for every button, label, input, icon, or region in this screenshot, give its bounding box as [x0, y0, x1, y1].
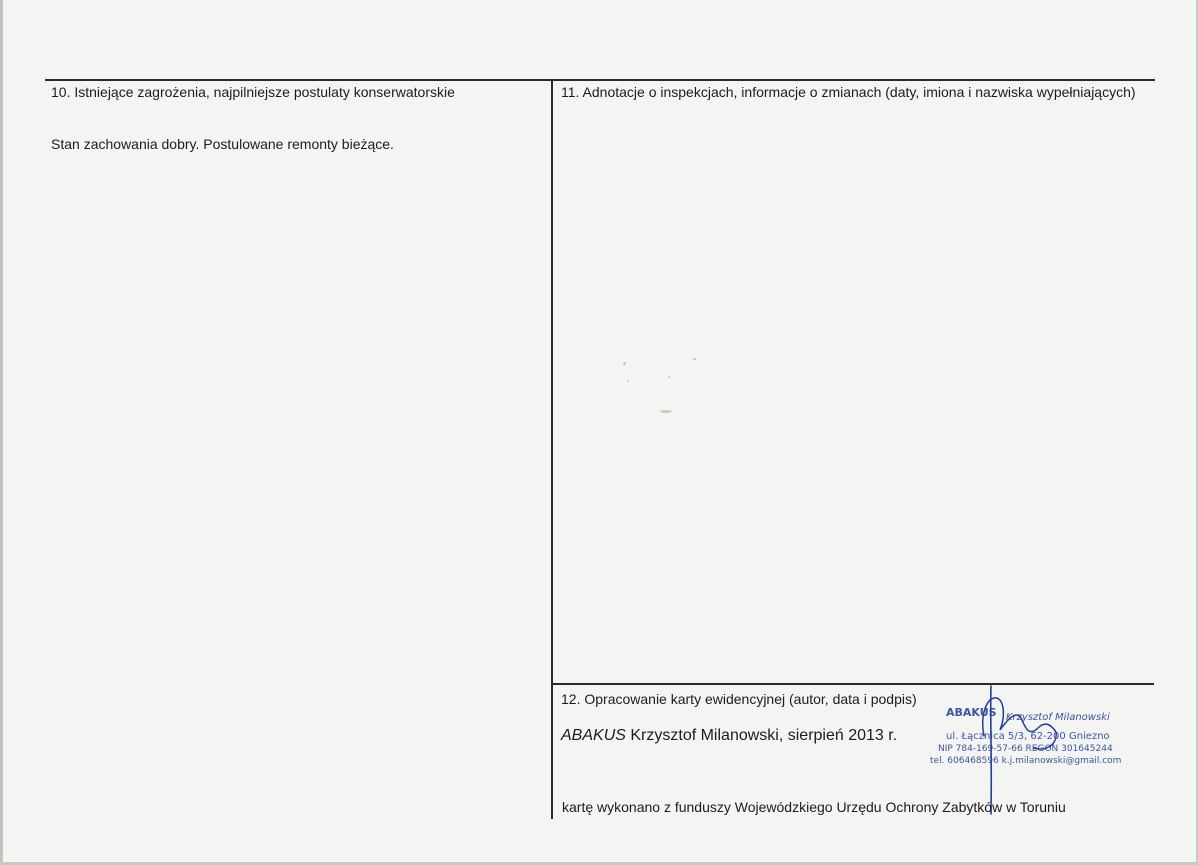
section11-heading: 11. Adnotacje o inspekcjach, informacje o zmianach (daty, imiona i nazwiska wypełniających) [561, 84, 1136, 100]
stamp-ids: NIP 784-169-57-66 REGON 301645244 [938, 744, 1113, 754]
scan-speck [668, 376, 670, 378]
scan-speck [627, 380, 629, 382]
funding-note: kartę wykonano z funduszy Wojewódzkiego Urzędu Ochrony Zabytków w Toruniu [562, 799, 1066, 815]
section12-rule [552, 683, 1154, 685]
author-line [561, 727, 897, 745]
scan-speck [623, 362, 626, 365]
stamp-name: Krzysztof Milanowski [1006, 712, 1110, 723]
stamp-company: ABAKUS [946, 706, 997, 719]
signature [960, 686, 1080, 816]
column-divider [551, 79, 553, 819]
scan-edge-left [0, 0, 3, 865]
section10-heading: 10. Istniejące zagrożenia, najpilniejsze postulaty konserwatorskie [51, 84, 455, 100]
stamp-address: ul. Łącznica 5/3, 62-200 Gniezno [946, 731, 1110, 742]
author-brand: ABAKUS [561, 727, 626, 744]
section12-heading: 12. Opracowanie karty ewidencyjnej (autor, data i podpis) [561, 691, 917, 707]
top-rule [45, 79, 1155, 81]
scan-speck [660, 410, 672, 413]
author-details: Krzysztof Milanowski, sierpień 2013 r. [625, 727, 898, 744]
section10-body: Stan zachowania dobry. Postulowane remonty bieżące. [51, 136, 394, 152]
scan-speck [693, 358, 696, 360]
stamp-contact: tel. 606468596 k.j.milanowski@gmail.com [930, 756, 1122, 766]
